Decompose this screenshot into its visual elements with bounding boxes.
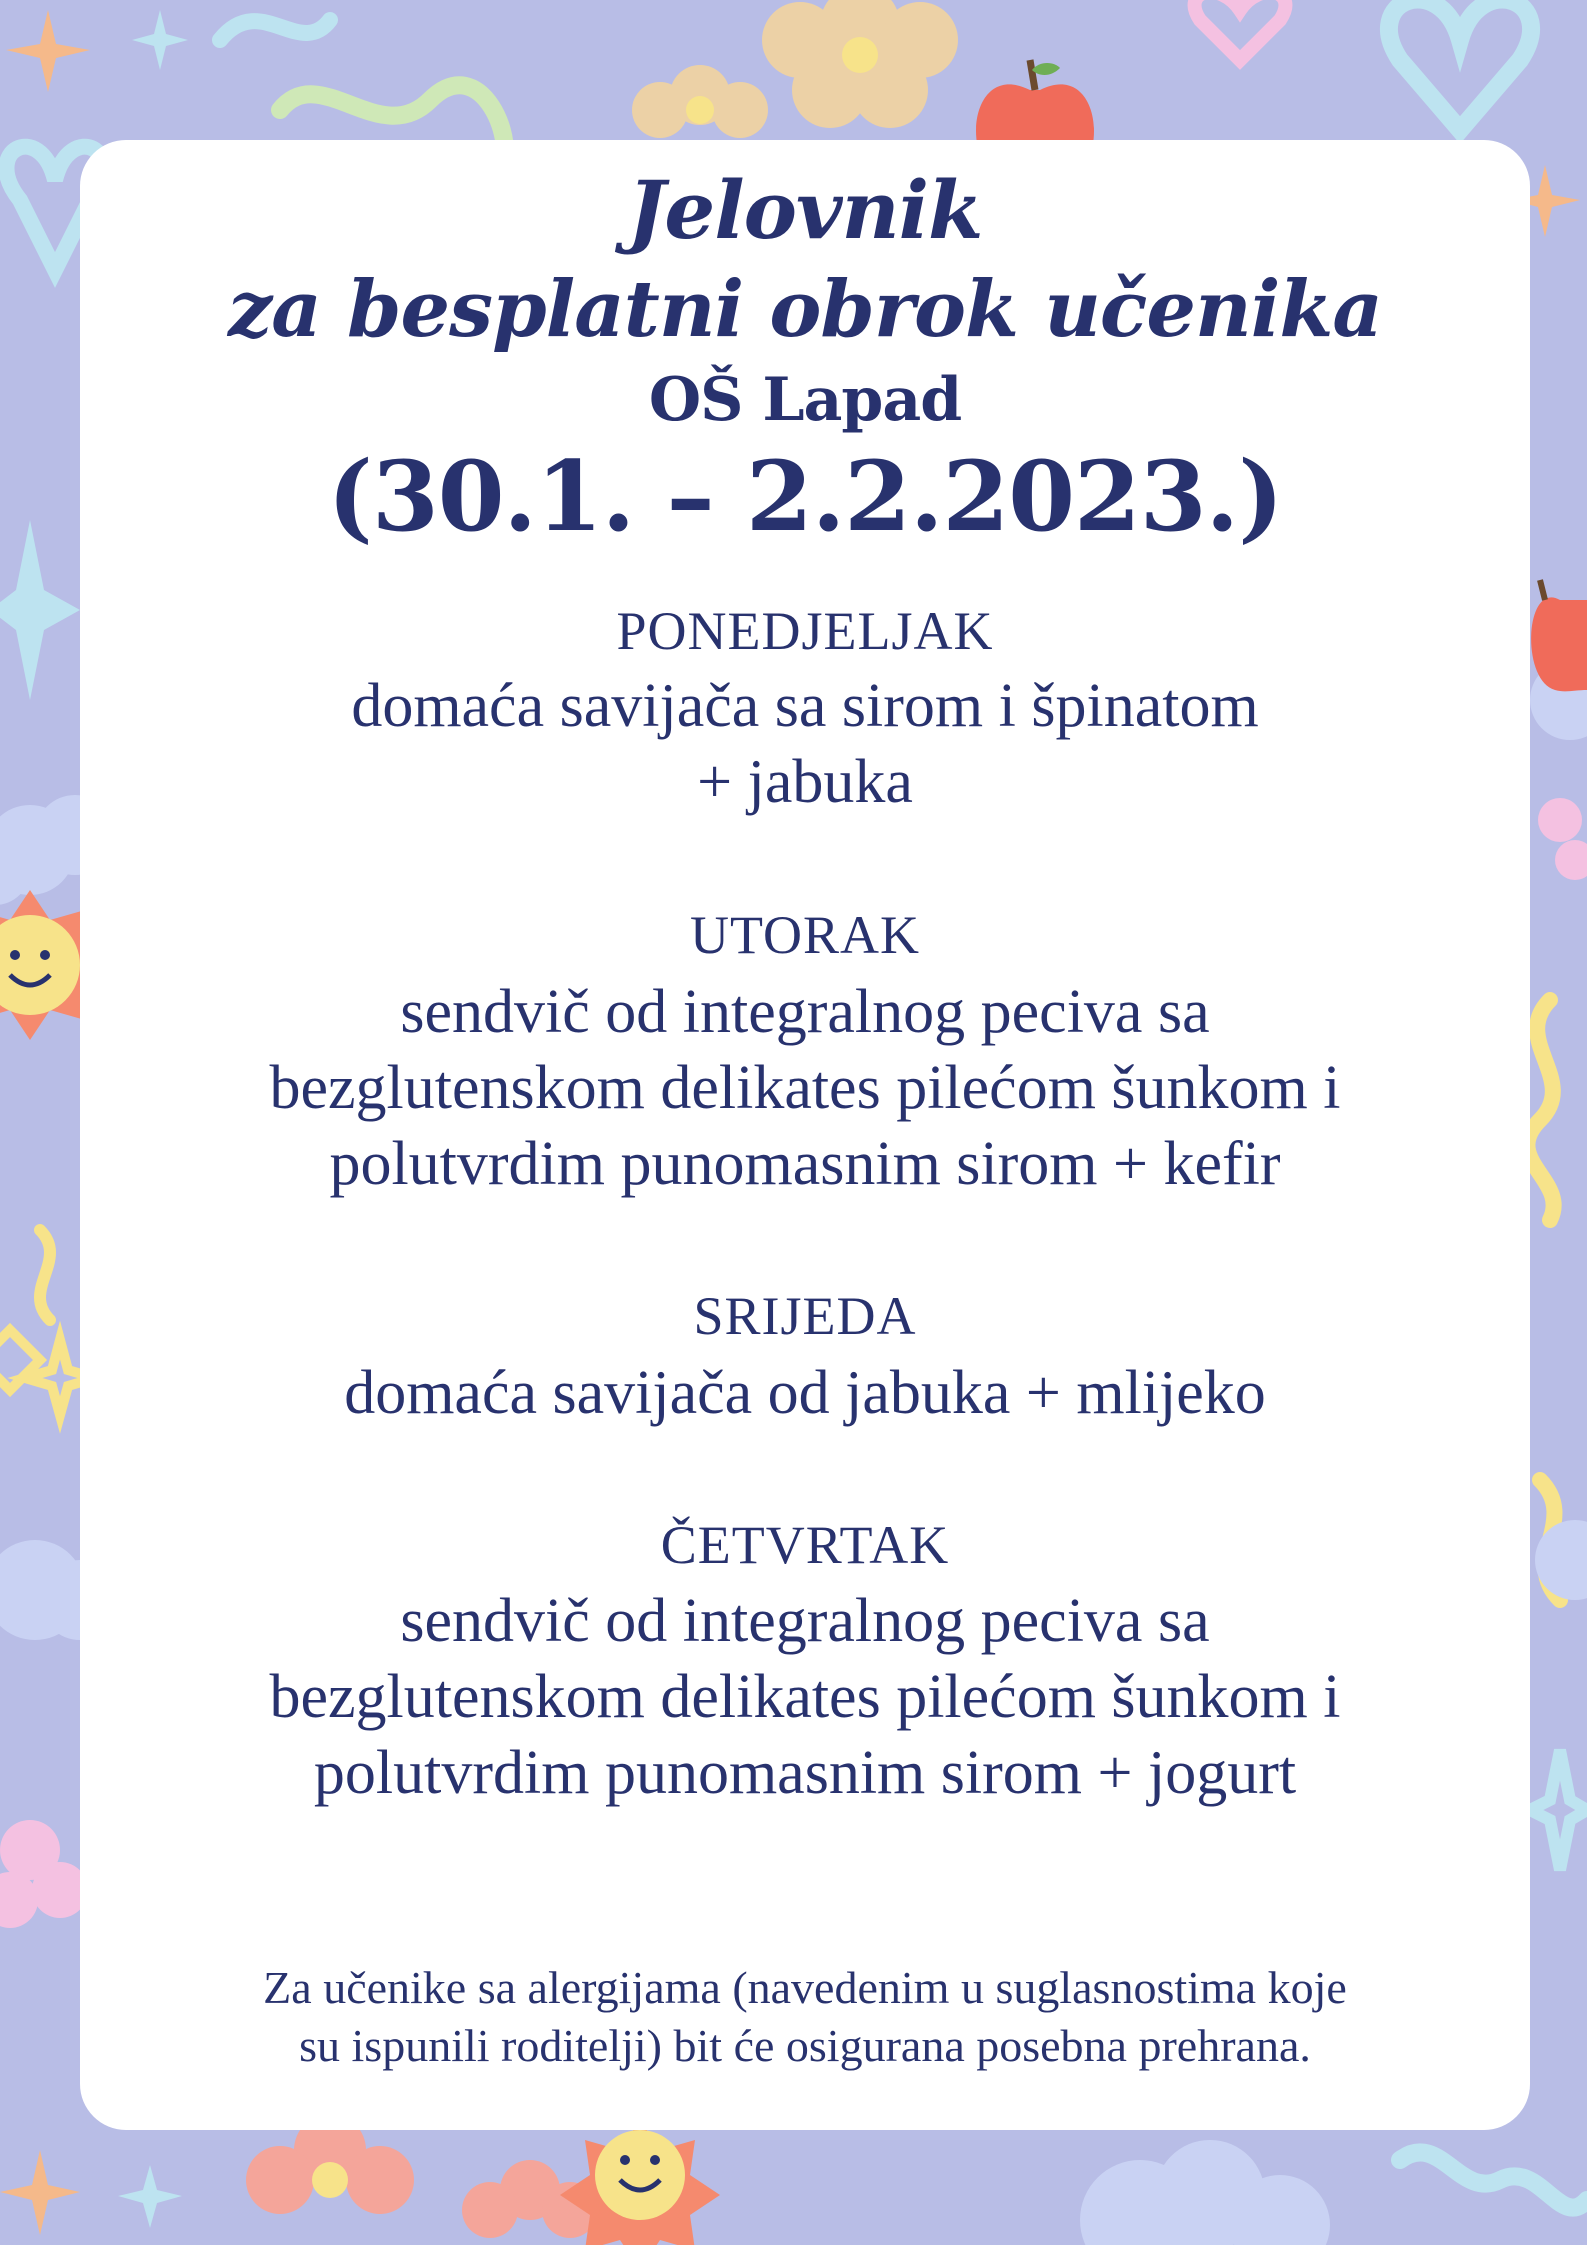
meal-monday-line-1: domaća savijača sa sirom i špinatom [351,672,1259,740]
page-title: Jelovnik [627,163,983,257]
heart-icon [1389,0,1531,130]
meal-tuesday-line-3: polutvrdim punomasnim sirom + kefir [329,1130,1281,1198]
meal-tuesday-line-1: sendvič od integralnog peciva sa [400,978,1210,1046]
school-name: OŠ Lapad [648,365,962,435]
day-tuesday: UTORAK [689,905,920,965]
meal-monday-line-2: + jabuka [697,748,913,816]
flower-icon [762,0,958,128]
allergy-note-line-1: Za učenike sa alergijama (navedenim u suglasnostima koje [263,1962,1347,2013]
allergy-note-line-2: su ispunili roditelji) bit će osigurana posebna prehrana. [299,2020,1311,2071]
day-monday: PONEDJELJAK [616,601,994,661]
day-thursday: ČETVRTAK [660,1515,950,1575]
meal-tuesday-line-2: bezglutenskom delikates pilećom šunkom i [269,1054,1341,1122]
meal-thursday-line-1: sendvič od integralnog peciva sa [400,1587,1210,1655]
day-wednesday: SRIJEDA [693,1286,917,1346]
page-subtitle: za besplatni obrok učenika [228,264,1382,355]
date-range: (30.1. – 2.2.2023.) [327,440,1283,553]
meal-wednesday-line-1: domaća savijača od jabuka + mlijeko [344,1359,1266,1427]
star-icon [6,10,90,92]
meal-thursday-line-3: polutvrdim punomasnim sirom + jogurt [313,1739,1297,1807]
meal-thursday-line-2: bezglutenskom delikates pilećom šunkom i [269,1663,1341,1731]
